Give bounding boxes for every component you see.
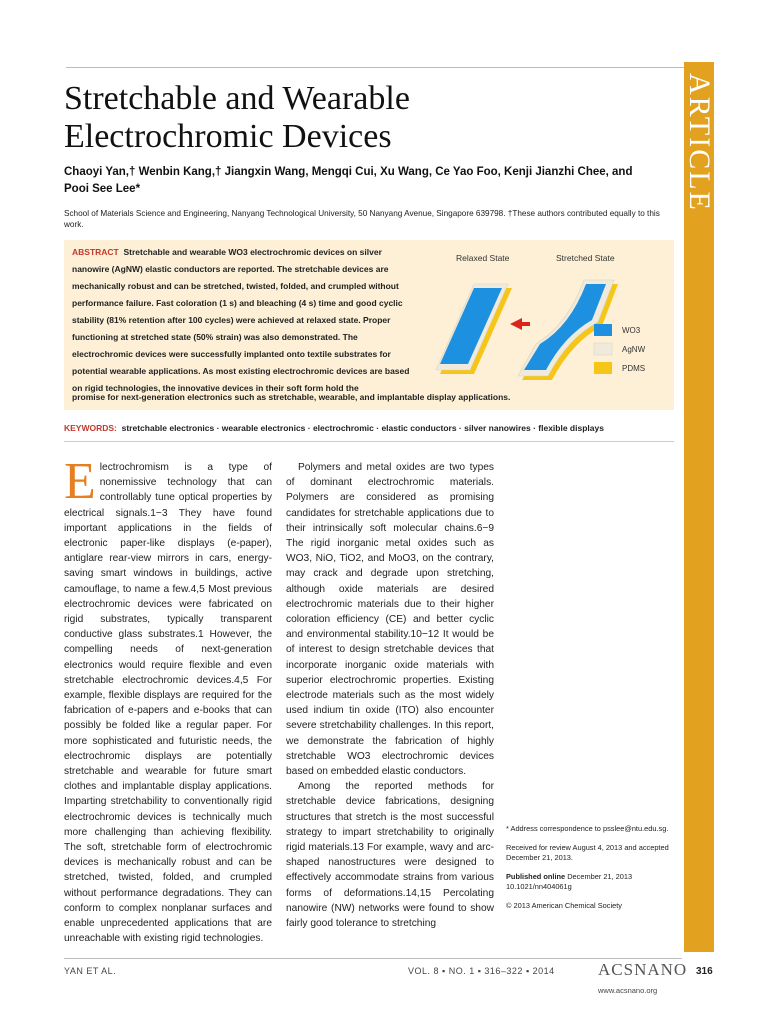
title-line-2: Electrochromic Devices	[64, 118, 392, 155]
footer-citation: VOL. 8 ▪ NO. 1 ▪ 316–322 ▪ 2014	[408, 966, 555, 976]
figure-legend	[594, 324, 646, 374]
authors-line-2: Pooi See Lee*	[64, 183, 141, 195]
paper-title	[64, 80, 624, 156]
stretch-arrow	[510, 318, 530, 330]
keywords	[64, 423, 674, 433]
author-list	[64, 164, 664, 198]
abstract-body: Stretchable and wearable WO3 electrochromic devices on silver nanowire (AgNW) elastic conductors are reported. The stretchable devices are mechanically robust and can be stretched, twisted, folded, and crumpled without performance failure. Fast coloration (1 s) and bleaching (4 s) time and good cyclic stability (81% retention after 100 cycles) were achieved at relaxed state. Proper functioning at stretched state (50% strain) was also demonstrated. The electrochromic devices were successfully implanted onto textile substrates for potential wearable applications. As most existing electrochromic devices are based on rigid technologies, the innovative devices in their soft form hold the	[72, 247, 410, 393]
legend-wo3: WO3	[622, 326, 641, 335]
published-date: December 21, 2013	[567, 872, 633, 881]
top-rule	[66, 67, 684, 68]
body-column-1	[64, 453, 272, 947]
doi: 10.1021/nn404061g	[506, 882, 572, 891]
title-line-1: Stretchable and Wearable	[64, 80, 410, 117]
abstract-tail: promise for next-generation electronics such as stretchable, wearable, and implantable display applications.	[72, 392, 511, 402]
footer-rule	[64, 958, 682, 959]
authors-line-1: Chaoyi Yan,† Wenbin Kang,† Jiangxin Wang, Mengqi Cui, Xu Wang, Ce Yao Foo, Kenji Jianzhi Chee, and	[64, 166, 633, 178]
copyright: © 2013 American Chemical Society	[506, 901, 622, 910]
legend-pdms: PDMS	[622, 364, 646, 373]
correspondence-note: * Address correspondence to psslee@ntu.edu.sg.	[506, 824, 669, 833]
relaxed-state-label: Relaxed State	[456, 253, 510, 263]
abstract-text	[72, 244, 418, 397]
published-note	[506, 872, 676, 892]
col2-paragraph-2: Among the reported methods for stretchable device fabrications, designing structures that stretch is the most successful strategy to impart stretchability to originally rigid materials.13 For example, wavy and arc-shaped nanostructures were designed to effectively accommodate strains from various forms of deformations.14,15 Percolating nanowire (NW) networks were found to show fairly good tolerance to stretching	[286, 781, 494, 930]
footer-authors: YAN ET AL.	[64, 966, 117, 976]
abstract-label: ABSTRACT	[72, 247, 119, 257]
keywords-rule	[64, 441, 674, 442]
drop-cap: E	[64, 453, 96, 510]
col2-paragraph-1: Polymers and metal oxides are two types of dominant electrochromic materials. Polymers are considered as promising candidates for stretchable applications due to their intrinsically soft molecular chains.6−9 The rigid inorganic metal oxides such as WO3, NiO, TiO2, and MoO3, on the contrary, may crack and degrade upon stretching, although oxide materials are desired electrochromic materials due to their higher coloration efficiency (CE) and better cyclic and environmental stability.10−12 It would be of interest to design stretchable devices that incorporate inorganic oxide materials with superior electrochromic properties. Existing electrode materials such as the most widely used indium tin oxide (ITO) also encounter severe stretchability challenges. In this report, we demonstrate the fabrication of highly stretchable WO3 electrochromic devices based on embedded elastic conductors.	[286, 462, 494, 778]
affiliation: School of Materials Science and Engineering, Nanyang Technological University, 50 Nanyang Avenue, Singapore 639798. †These authors contributed equally to this work.	[64, 209, 660, 229]
keywords-list: stretchable electronics · wearable electronics · electrochromic · elastic conductors · silver nanowires · flexible displays	[121, 423, 604, 433]
col1-paragraph-1: lectrochromism is a type of nonemissive technology that can controllably tune optical properties by electrical signals.1−3 They have found important applications in the fields of electronic paper-like displays (e-paper), antiglare rear-view mirrors in cars, energy-saving smart windows in buildings, active camouflage, to name a few.4,5 Most previous electrochromic devices were fabricated on rigid substrates, typically transparent conductive glass substrates.1 However, the compelling needs of next-generation electronics would require flexible and even stretchable electrochromic devices.4,5 For example, flexible displays are required for the fabrication of e-papers and e-books that can possibly be folded like a regular paper. For more sophisticated and futuristic needs, the electrochromic displays are potentially stretchable and wearable for future smart clothes and implantable display applications. Imparting stretchability to conventionally rigid electrochromic devices is technically much more challenging than achieving flexibility. The soft, stretchable form of electrochromic devices is mechanically robust and can be stretched, twisted, folded, and crumpled without performance degradations. They can conform to complex nonplanar surfaces and enable unprecedented applications that are unreachable with existing rigid technologies.	[64, 462, 272, 945]
received-note: Received for review August 4, 2013 and accepted December 21, 2013.	[506, 843, 669, 862]
relaxed-device	[436, 284, 512, 374]
journal-website[interactable]: www.acsnano.org	[598, 986, 658, 995]
published-label: Published online	[506, 872, 566, 881]
keywords-label: KEYWORDS:	[64, 423, 117, 433]
page-number: 316	[696, 966, 713, 977]
stretched-state-label: Stretched State	[556, 253, 615, 263]
journal-logo: ACSNANO	[598, 960, 688, 979]
article-banner-label: ARTICLE	[683, 72, 716, 212]
body-column-2	[286, 460, 494, 931]
legend-agnw: AgNW	[622, 345, 646, 354]
toc-figure	[426, 246, 676, 400]
article-notes	[506, 824, 676, 920]
